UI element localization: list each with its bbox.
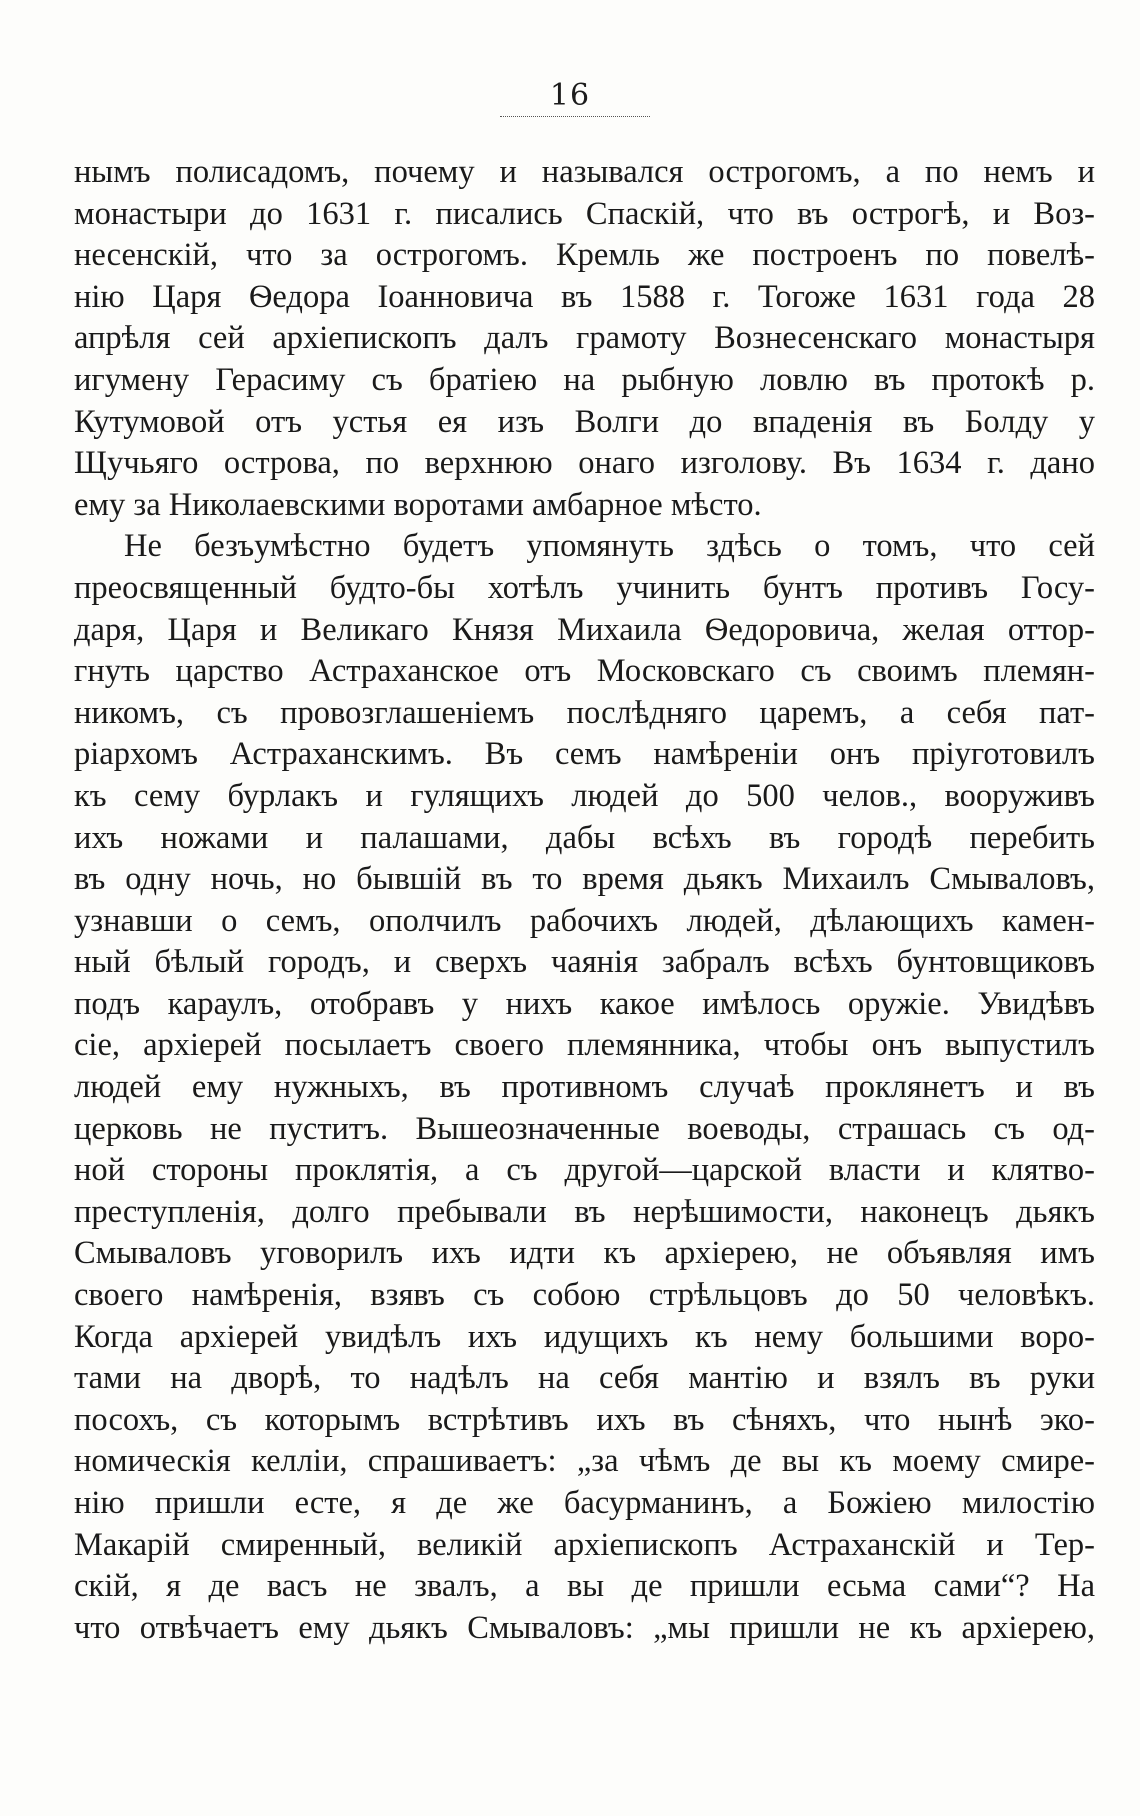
text-line: ему за Николаевскими воротами амбарное мѣсто. xyxy=(74,486,762,523)
text-line: церковь не пуститъ. Вышеозначенные воеводы, страшась съ од- xyxy=(74,1110,1095,1147)
text-line: преосвященный будто-бы хотѣлъ учинить бунтъ противъ Госу- xyxy=(74,569,1095,606)
text-line: посохъ, съ которымъ встрѣтивъ ихъ въ сѣняхъ, что нынѣ эко- xyxy=(74,1401,1095,1438)
text-line: ріархомъ Астраханскимъ. Въ семъ намѣреніи онъ пріуготовилъ xyxy=(74,736,1095,773)
paragraph-1 xyxy=(74,152,1095,526)
text-line: Когда архіерей увидѣлъ ихъ идущихъ къ нему большими воро- xyxy=(74,1318,1095,1355)
text-line: что отвѣчаетъ ему дьякъ Смываловъ: „мы пришли не къ архіерею, xyxy=(74,1609,1095,1646)
text-line: ной стороны проклятія, а съ другой—царской власти и клятво- xyxy=(74,1152,1095,1189)
page-number: 16 xyxy=(549,78,591,113)
text-line: къ сему бурлакъ и гулящихъ людей до 500 челов., вооруживъ xyxy=(74,777,1095,814)
text-line: гнуть царство Астраханское отъ Московскаго съ своимъ племян- xyxy=(74,653,1095,690)
text-line: Макарій смиренный, великій архіепископъ Астраханскій и Тер- xyxy=(74,1526,1095,1563)
text-line: номическія келліи, спрашиваетъ: „за чѣмъ де вы къ моему смире- xyxy=(74,1443,1095,1480)
text-line: монастыри до 1631 г. писались Спаскій, что въ острогѣ, и Воз- xyxy=(74,195,1095,232)
text-line: тами на дворѣ, то надѣлъ на себя мантію и взялъ въ руки xyxy=(74,1360,1095,1397)
text-line: преступленія, долго пребывали въ нерѣшимости, наконецъ дьякъ xyxy=(74,1193,1095,1230)
text-line: сіе, архіерей посылаетъ своего племянника, чтобы онъ выпустилъ xyxy=(74,1027,1095,1064)
text-line: нію Царя Ѳедора Іоанновича въ 1588 г. Тогоже 1631 года 28 xyxy=(74,278,1095,315)
text-line: своего намѣренія, взявъ съ собою стрѣльцовъ до 50 человѣкъ. xyxy=(74,1277,1095,1314)
text-line: игумену Герасиму съ братіею на рыбную ловлю въ протокѣ р. xyxy=(74,361,1095,398)
text-line: апрѣля сей архіепископъ далъ грамоту Вознесенскаго монастыря xyxy=(74,320,1095,357)
text-line: скій, я де васъ не звалъ, а вы де пришли есьма сами“? На xyxy=(74,1568,1095,1605)
text-line: Не безъумѣстно будетъ упомянуть здѣсь о томъ, что сей xyxy=(124,528,1095,565)
page-number-rule xyxy=(500,116,650,117)
text-line: людей ему нужныхъ, въ противномъ случаѣ проклянетъ и въ xyxy=(74,1069,1095,1106)
text-line: нымъ полисадомъ, почему и назывался острогомъ, а по немъ и xyxy=(74,154,1095,190)
text-line: нію пришли есте, я де же басурманинъ, а Божіею милостію xyxy=(74,1485,1095,1521)
text-line: ихъ ножами и палашами, дабы всѣхъ въ городѣ перебить xyxy=(74,819,1095,856)
text-line: Кутумовой отъ устья ея изъ Волги до впаденія въ Болду у xyxy=(74,403,1095,440)
text-line: даря, Царя и Великаго Князя Михаила Ѳедоровича, желая оттор- xyxy=(74,611,1095,648)
text-line: подъ караулъ, отобравъ у нихъ какое имѣлось оружіе. Увидѣвъ xyxy=(74,985,1095,1022)
text-line: узнавши о семъ, ополчилъ рабочихъ людей, дѣлающихъ камен- xyxy=(74,902,1095,939)
paragraph-2 xyxy=(74,526,1095,1649)
body-text xyxy=(74,152,1095,1649)
text-line: въ одну ночь, но бывшій въ то время дьякъ Михаилъ Смываловъ, xyxy=(74,861,1095,898)
text-line: никомъ, съ провозглашеніемъ послѣдняго царемъ, а себя пат- xyxy=(74,694,1095,731)
text-line: Щучьяго острова, по верхнюю онаго изголову. Въ 1634 г. дано xyxy=(74,445,1095,482)
text-line: Смываловъ уговорилъ ихъ идти къ архіерею, не объявляя имъ xyxy=(74,1235,1095,1272)
text-line: ный бѣлый городъ, и сверхъ чаянія забралъ всѣхъ бунтовщиковъ xyxy=(74,944,1095,981)
text-line: несенскій, что за острогомъ. Кремль же построенъ по повелѣ- xyxy=(74,237,1095,274)
